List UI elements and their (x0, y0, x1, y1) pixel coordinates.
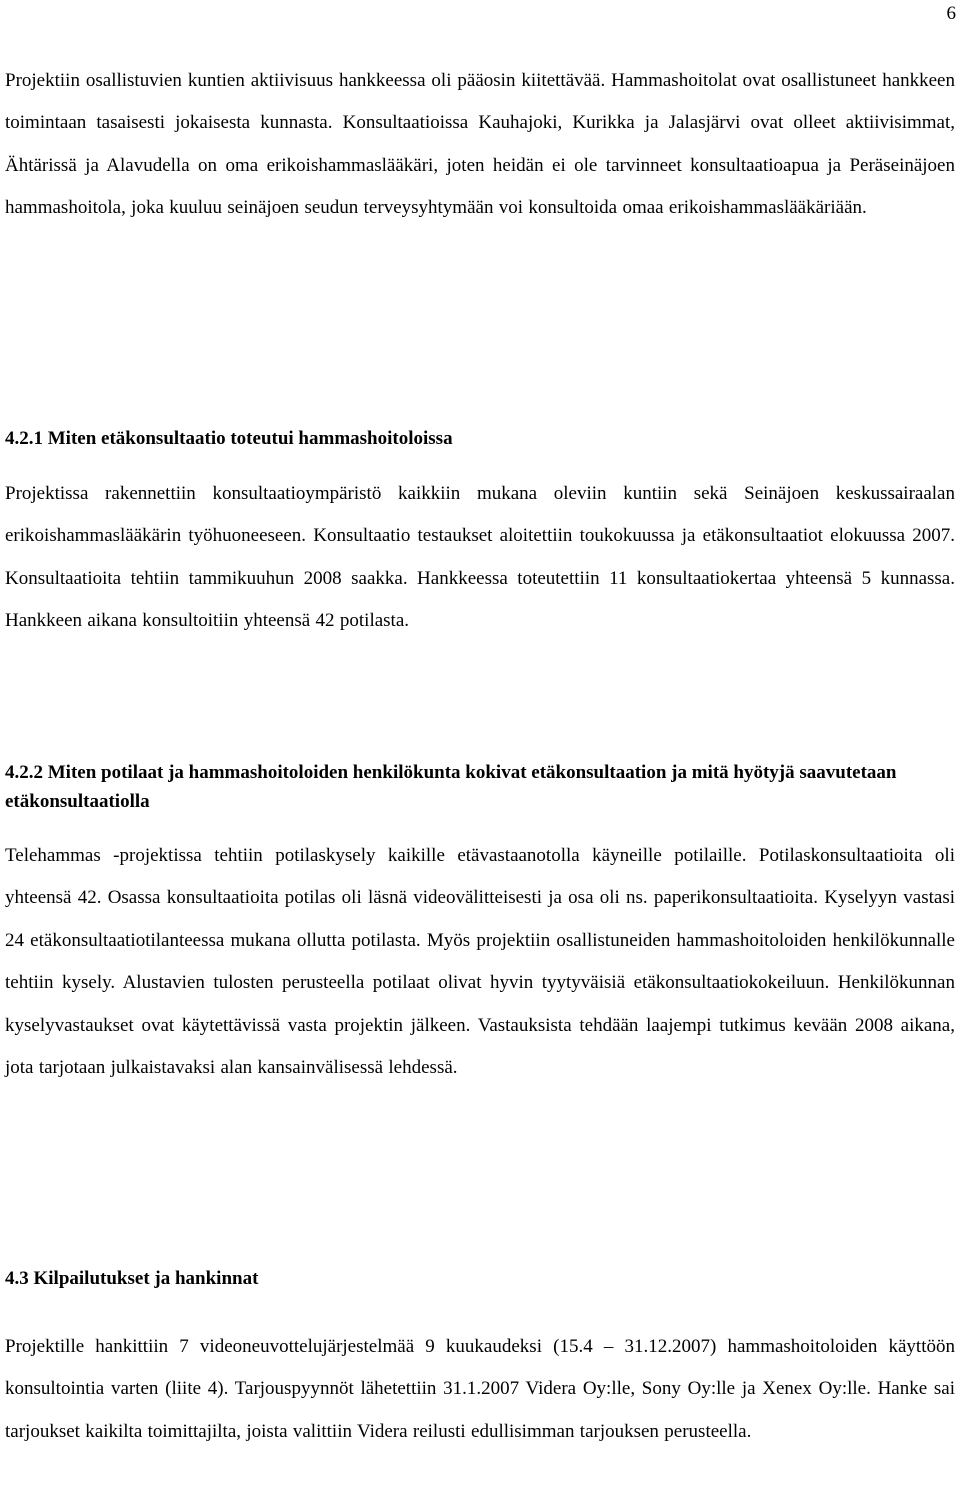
section-4-3-paragraph: Projektille hankittiin 7 videoneuvottelujärjestelmää 9 kuukaudeksi (15.4 – 31.12.2007) hammashoitoloiden käyttöön konsultointia varten (liite 4). Tarjouspyynnöt lähetettiin 31.1.2007 Videra Oy:lle, Sony Oy:lle ja Xenex Oy:lle. Hanke sai tarjoukset kaikilta toimittajilta, joista valittiin Videra reilusti edullisimman tarjouksen perusteella. (5, 1336, 955, 1442)
section-4-3-heading: 4.3 Kilpailutukset ja hankinnat (5, 1268, 259, 1289)
section-4-2-2-heading: 4.2.2 Miten potilaat ja hammashoitoloiden henkilökunta kokivat etäkonsultaation ja mitä hyötyjä saavutetaan etäkonsultaatiolla (5, 762, 897, 812)
section-4-2-1-heading: 4.2.1 Miten etäkonsultaatio toteutui hammashoitoloissa (5, 428, 453, 449)
section-4-2-1-paragraph: Projektissa rakennettiin konsultaatioympäristö kaikkiin mukana oleviin kuntiin sekä Seinäjoen keskussairaalan erikoishammaslääkärin työhuoneeseen. Konsultaatio testaukset aloitettiin toukokuussa ja etäkonsultaatiot elokuussa 2007. Konsultaatioita tehtiin tammikuuhun 2008 saakka. Hankkeessa toteutettiin 11 konsultaatiokertaa yhteensä 5 kunnassa. Hankkeen aikana konsultoitiin yhteensä 42 potilasta. (5, 483, 955, 632)
page-number: 6 (946, 3, 956, 24)
section-4-2-2-paragraph: Telehammas -projektissa tehtiin potilaskysely kaikille etävastaanotolla käyneille potilaille. Potilaskonsultaatioita oli yhteensä 42. Osassa konsultaatioita potilas oli läsnä videovälitteisesti ja osa oli ns. paperikonsultaatioita. Kyselyyn vastasi 24 etäkonsultaatiotilanteessa mukana ollutta potilasta. Myös projektiin osallistuneiden hammashoitoloiden henkilökunnalle tehtiin kysely. Alustavien tulosten perusteella potilaat olivat hyvin tyytyväisiä etäkonsultaatiokokeiluun. Henkilökunnan kyselyvastaukset ovat käytettävissä vasta projektin jälkeen. Vastauksista tehdään laajempi tutkimus kevään 2008 aikana, jota tarjotaan julkaistavaksi alan kansainvälisessä lehdessä. (5, 845, 955, 1079)
intro-paragraph: Projektiin osallistuvien kuntien aktiivisuus hankkeessa oli pääosin kiitettävää. Hammashoitolat ovat osallistuneet hankkeen toimintaan tasaisesti jokaisesta kunnasta. Konsultaatioissa Kauhajoki, Kurikka ja Jalasjärvi ovat olleet aktiivisimmat, Ähtärissä ja Alavudella on oma erikoishammaslääkäri, joten heidän ei ole tarvinneet konsultaatioapua ja Peräseinäjoen hammashoitola, joka kuuluu seinäjoen seudun terveysyhtymään voi konsultoida omaa erikoishammaslääkäriään. (5, 70, 955, 219)
